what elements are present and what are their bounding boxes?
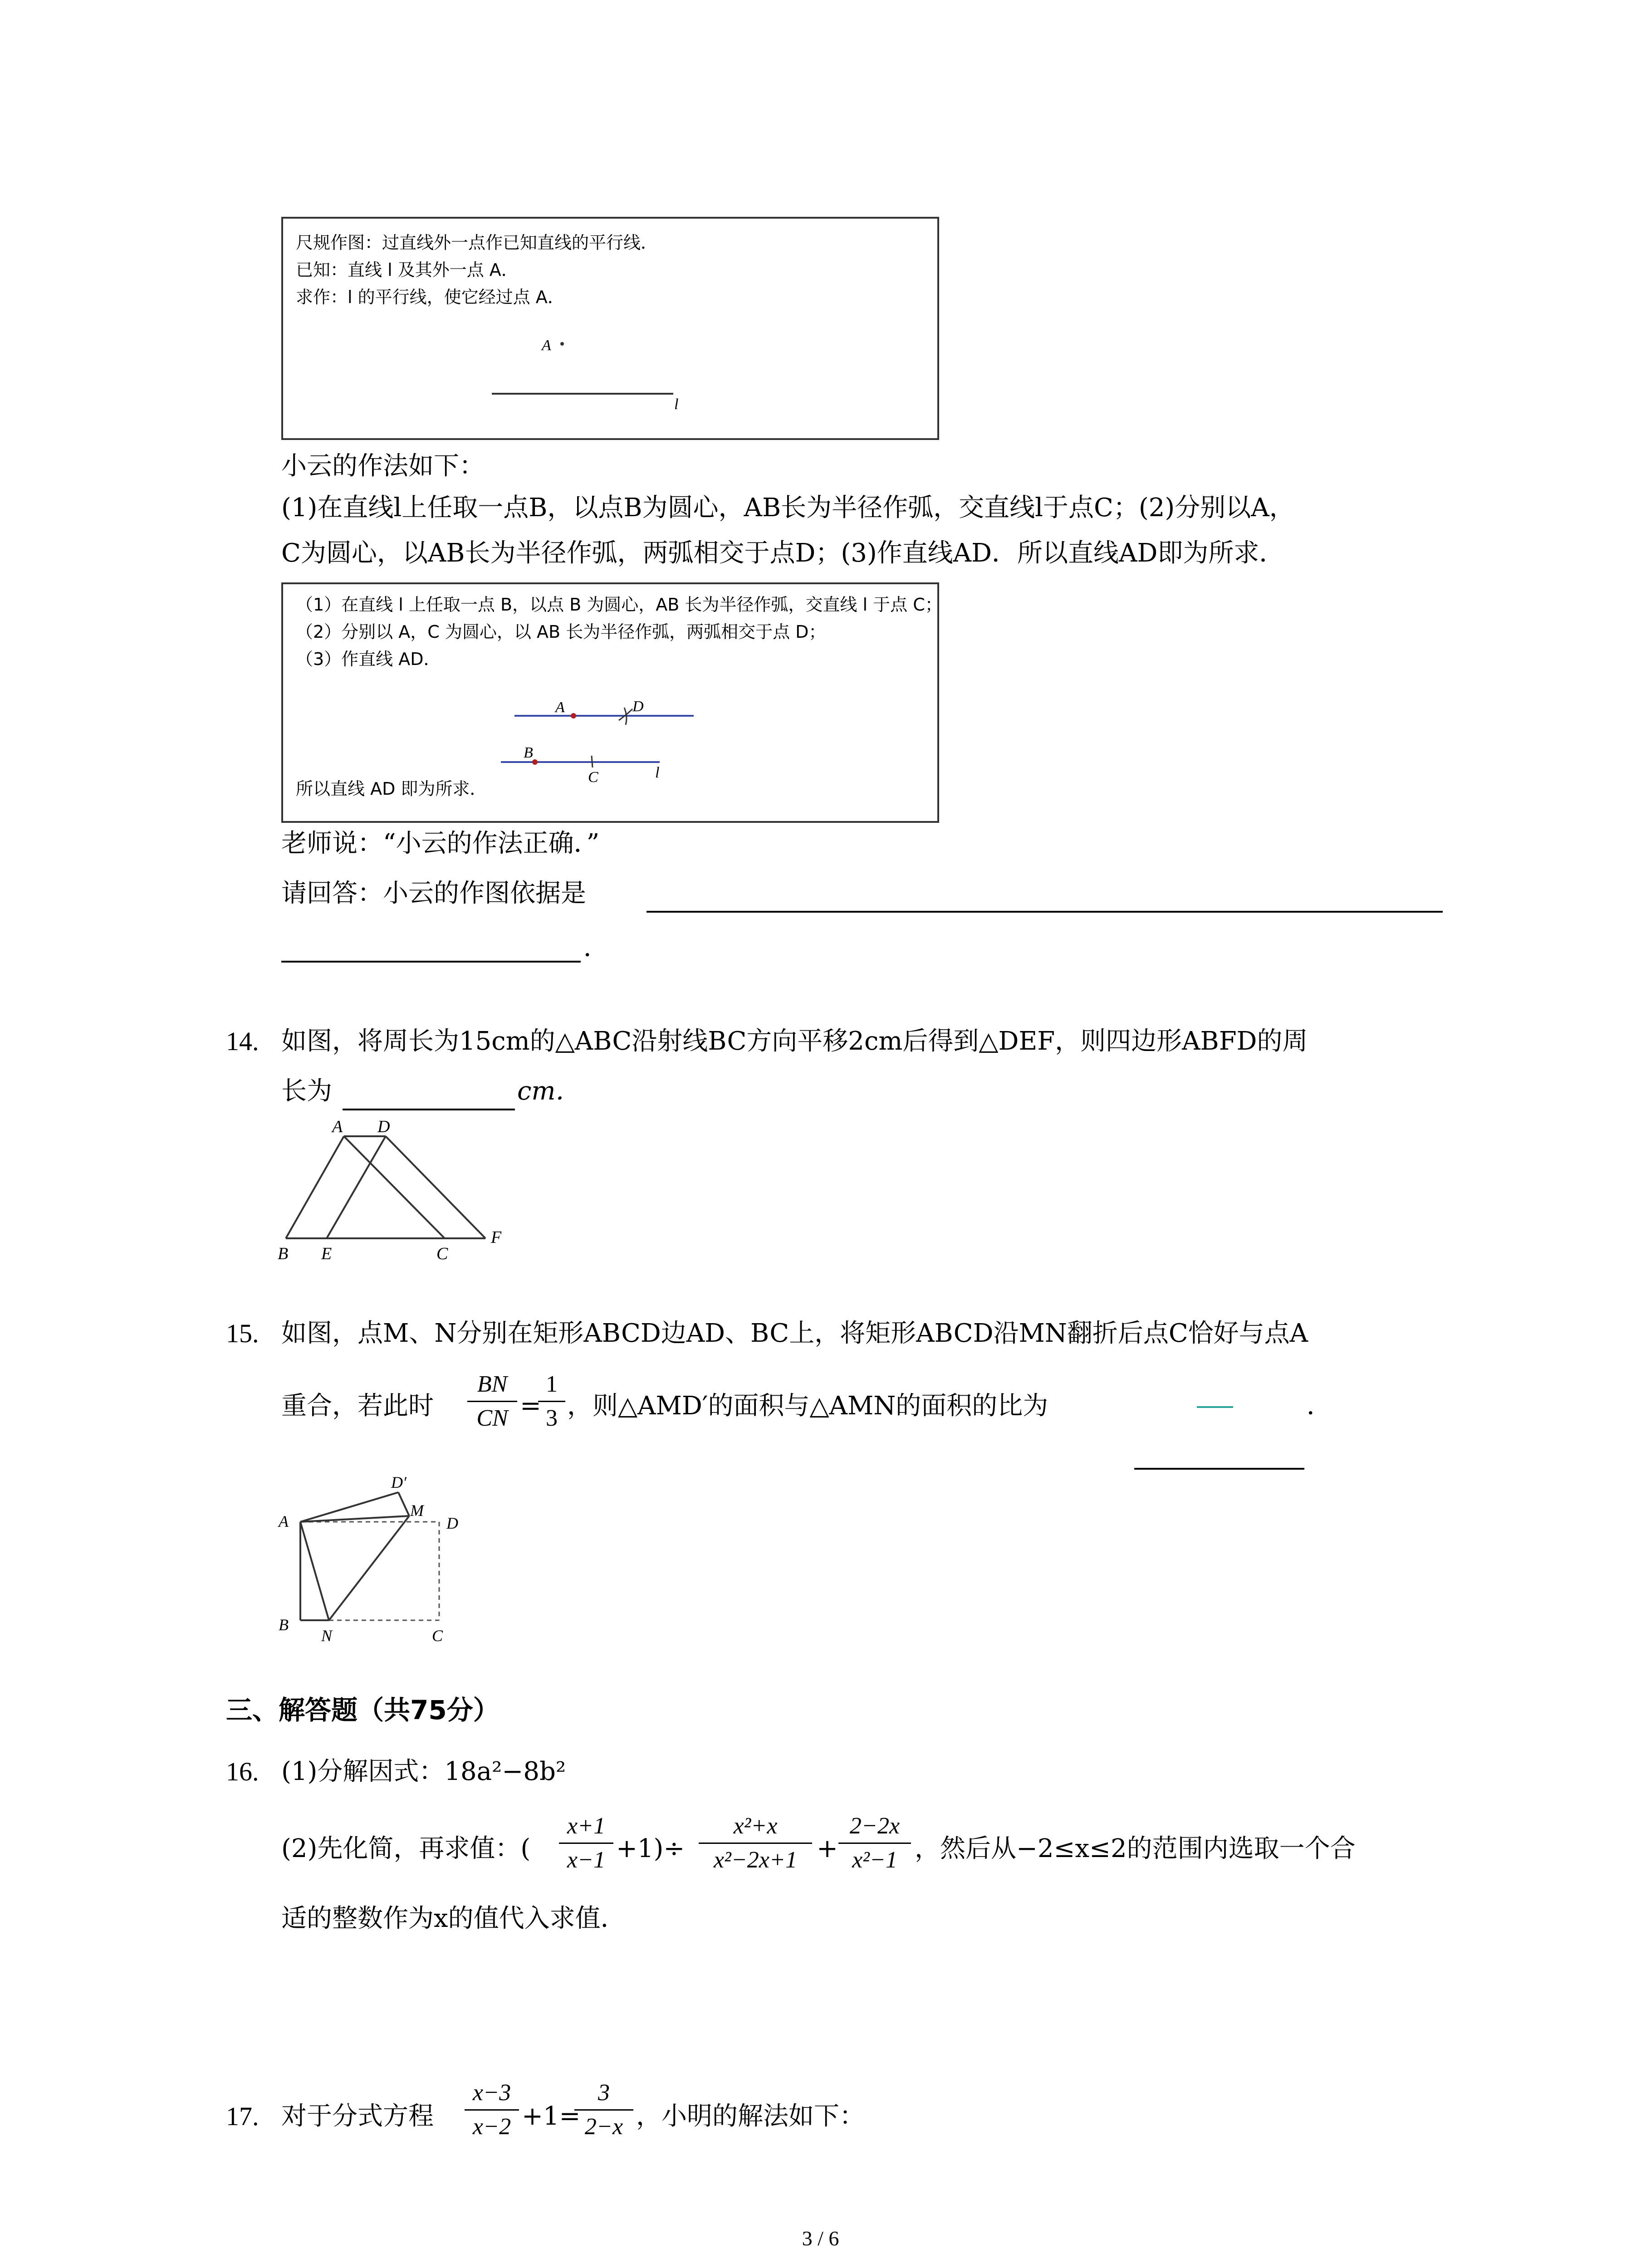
q14-number: 14. bbox=[226, 1026, 259, 1056]
q15-label-n: N bbox=[321, 1627, 333, 1645]
q15-label-dprime: D′ bbox=[391, 1473, 407, 1491]
q17-f2-bar bbox=[574, 2109, 633, 2111]
box2-label-a: A bbox=[555, 699, 565, 716]
q15-frac2-den: 3 bbox=[546, 1405, 558, 1431]
q15-end: ． bbox=[1307, 1391, 1332, 1421]
q17-prefix: 对于分式方程 bbox=[281, 2102, 434, 2131]
q14-label-d: D bbox=[377, 1117, 390, 1136]
q16-f3-den: x²−1 bbox=[852, 1847, 897, 1873]
q13-ask: 请回答：小云的作图依据是 bbox=[281, 879, 586, 908]
q15-frac2-num: 1 bbox=[546, 1371, 558, 1397]
q15-label-a: A bbox=[279, 1512, 289, 1530]
q16-fraction-3 bbox=[838, 1812, 911, 1875]
box2-label-l: l bbox=[655, 764, 660, 781]
q16-fraction-1 bbox=[559, 1812, 613, 1875]
q17-f1-num: x−3 bbox=[472, 2080, 511, 2106]
box2-figure bbox=[283, 584, 937, 821]
q15-fraction-bn-cn bbox=[467, 1370, 517, 1433]
q15-answer-blank[interactable] bbox=[1134, 1468, 1304, 1470]
box2-line3: （3）作直线 AD． bbox=[296, 649, 441, 669]
q14-label-f: F bbox=[491, 1228, 502, 1247]
q16-part2-suffix: ，然后从−2≤x≤2的范围内选取一个合 bbox=[915, 1834, 1356, 1863]
q15-line1: 如图，点M、N分别在矩形ABCD边AD、BC上，将矩形ABCD沿MN翻折后点C恰好与点A bbox=[281, 1319, 1308, 1348]
q14-label-a: A bbox=[332, 1117, 343, 1136]
q13-answer-blank-1[interactable] bbox=[647, 911, 1443, 913]
q15-label-m: M bbox=[410, 1501, 424, 1520]
q16-f1-bar bbox=[559, 1843, 613, 1844]
q14-line1: 如图，将周长为15cm的△ABC沿射线BC方向平移2cm后得到△DEF，则四边形ABFD的周 bbox=[281, 1026, 1308, 1056]
q14-figure bbox=[272, 1111, 526, 1275]
box1-line3: 求作：l 的平行线，使它经过点 A． bbox=[296, 287, 565, 307]
q15-teal-mark bbox=[1197, 1406, 1233, 1408]
q16-f3-bar bbox=[838, 1843, 911, 1844]
box1-line2: 已知：直线 l 及其外一点 A． bbox=[296, 260, 519, 280]
q13-steps-line2: C为圆心，以AB长为半径作弧，两弧相交于点D；(3)作直线AD．所以直线AD即为所求． bbox=[281, 538, 1285, 568]
q17-f1-den: x−2 bbox=[472, 2114, 511, 2140]
q14-label-c: C bbox=[436, 1244, 448, 1263]
q17-f2-den: 2−x bbox=[584, 2114, 623, 2140]
page-number: 3 / 6 bbox=[802, 2227, 839, 2250]
box2-label-b: B bbox=[524, 744, 533, 761]
box1-figure bbox=[283, 219, 937, 438]
box2-label-d: D bbox=[632, 698, 644, 715]
box1-line1: 尺规作图：过直线外一点作已知直线的平行线． bbox=[296, 233, 658, 253]
q17-f1-bar bbox=[465, 2109, 519, 2111]
box2-line4: 所以直线 AD 即为所求． bbox=[296, 779, 487, 799]
q14-label-e: E bbox=[321, 1244, 332, 1263]
q15-label-c: C bbox=[432, 1627, 443, 1645]
box2-line2: （2）分别以 A，C 为圆心，以 AB 长为半径作弧，两弧相交于点 D； bbox=[296, 622, 826, 642]
q15-label-d: D bbox=[446, 1514, 458, 1532]
q13-intro: 小云的作法如下： bbox=[281, 451, 485, 481]
box2-line1: （1）在直线 l 上任取一点 B，以点 B 为圆心，AB 长为半径作弧，交直线 l 于点 C； bbox=[296, 595, 942, 615]
q15-frac-den: CN bbox=[476, 1405, 508, 1431]
q15-fraction-1-3 bbox=[538, 1370, 565, 1433]
q15-frac2-bar bbox=[538, 1401, 565, 1402]
q16-f2-bar bbox=[699, 1843, 812, 1844]
q17-fraction-1 bbox=[465, 2078, 519, 2141]
q17-mid: +1= bbox=[522, 2102, 581, 2131]
q13-teacher: 老师说：“小云的作法正确．” bbox=[281, 829, 600, 858]
q15-line2-prefix: 重合，若此时 bbox=[281, 1391, 434, 1421]
q16-number: 16. bbox=[226, 1757, 259, 1786]
q17-fraction-2 bbox=[574, 2078, 633, 2141]
q16-f1-num: x+1 bbox=[567, 1813, 606, 1839]
q13-steps-line1: (1)在直线l上任取一点B，以点B为圆心，AB长为半径作弧，交直线l于点C；(2)分别以A， bbox=[281, 493, 1295, 523]
q14-line2-suffix: cm． bbox=[517, 1076, 581, 1106]
q15-line2-suffix: ，则△AMD′的面积与△AMN的面积的比为 bbox=[567, 1391, 1048, 1421]
q15-label-b: B bbox=[279, 1616, 289, 1634]
construction-prompt-box bbox=[281, 217, 939, 440]
q14-answer-blank[interactable] bbox=[343, 1109, 515, 1110]
q16-line3: 适的整数作为x的值代入求值． bbox=[281, 1904, 626, 1933]
box2-label-c: C bbox=[588, 769, 598, 786]
q16-f2-den: x²−2x+1 bbox=[714, 1847, 797, 1873]
q13-end: ． bbox=[583, 933, 609, 963]
q15-equals: = bbox=[520, 1391, 541, 1421]
q16-plus: + bbox=[817, 1834, 838, 1863]
q14-label-b: B bbox=[278, 1244, 289, 1263]
q17-suffix: ，小明的解法如下： bbox=[636, 2102, 865, 2131]
q15-frac-num: BN bbox=[477, 1371, 508, 1397]
q15-figure bbox=[272, 1465, 508, 1647]
q14-line2-prefix: 长为 bbox=[281, 1076, 332, 1106]
q16-f1-den: x−1 bbox=[567, 1847, 606, 1873]
box1-label-a: A bbox=[542, 337, 551, 354]
q16-part2-prefix: (2)先化简，再求值：( bbox=[281, 1834, 531, 1863]
q15-number: 15. bbox=[226, 1319, 259, 1348]
q16-f2-num: x²+x bbox=[733, 1813, 778, 1839]
q16-fraction-2 bbox=[699, 1812, 812, 1875]
section-3-heading: 三、解答题（共75分） bbox=[226, 1695, 500, 1725]
q17-number: 17. bbox=[226, 2102, 259, 2131]
q17-f2-num: 3 bbox=[598, 2080, 610, 2106]
q16-f3-num: 2−2x bbox=[849, 1813, 900, 1839]
q13-answer-blank-2[interactable] bbox=[281, 961, 581, 963]
construction-solution-box bbox=[281, 582, 942, 823]
q15-frac-bar bbox=[467, 1401, 517, 1402]
box1-label-l: l bbox=[674, 396, 679, 413]
q16-mid1: +1)÷ bbox=[616, 1834, 685, 1863]
q16-part1: (1)分解因式：18a²−8b² bbox=[281, 1757, 566, 1786]
